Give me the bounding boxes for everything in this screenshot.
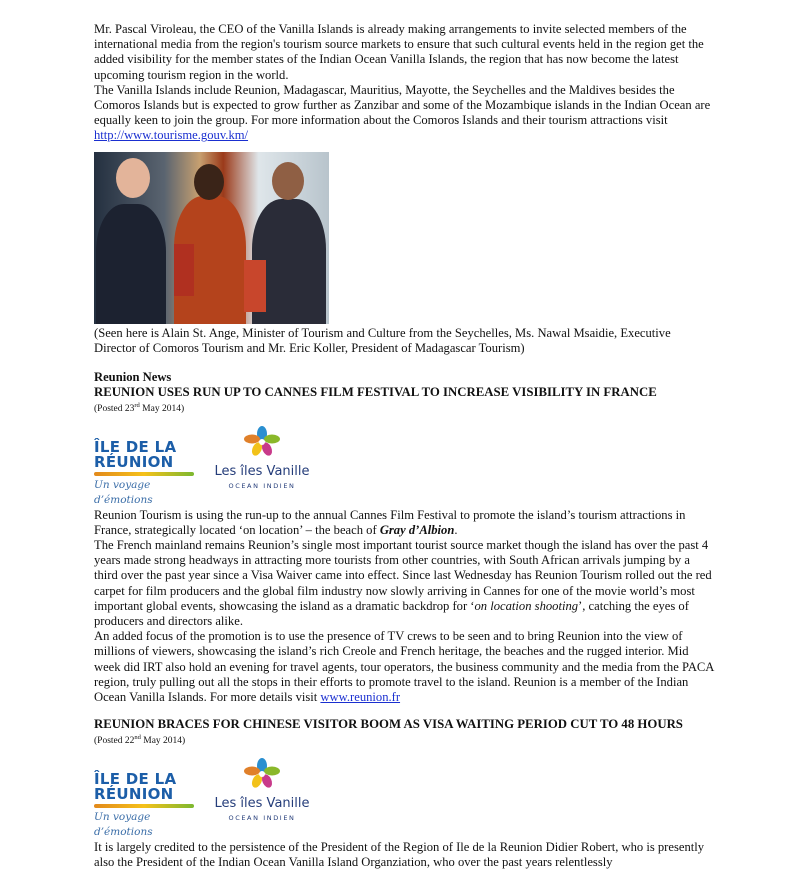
article1-posted-suffix: May 2014)	[139, 404, 185, 415]
reunion-link[interactable]: www.reunion.fr	[320, 690, 401, 705]
article2-posted-suffix: May 2014)	[140, 736, 186, 747]
article1-p1-end: .	[454, 522, 458, 537]
vanille-logo-title-2: Les îles Vanille	[214, 795, 310, 811]
article1-p1-emphasis: Gray d’Albion	[379, 522, 455, 537]
vanille-flower-icon	[206, 426, 318, 458]
ile-de-la-reunion-logo-2	[94, 769, 206, 839]
iles-vanille-logo-2	[206, 758, 318, 820]
article1-p2-emphasis: on location shooting	[474, 598, 579, 613]
vanille-flower-icon-2	[206, 758, 318, 790]
ile-de-la-reunion-logo	[94, 437, 206, 507]
article1-paragraph-2	[94, 538, 714, 629]
vanille-logo-subtitle: OCEAN INDIEN	[228, 482, 296, 490]
article2-posted-date	[94, 732, 714, 747]
article1-p2-end: ’, catching the eyes of producers and directors alike.	[94, 598, 689, 629]
vanille-logo-subtitle-2: OCEAN INDIEN	[228, 814, 296, 822]
intro-paragraph-1: Mr. Pascal Viroleau, the CEO of the Vanilla Islands is already making arrangements to invite selected members of the international media from the region's tourism source markets to ensure that such cultural events held in the region get the added visibility for the member states of the Indian Ocean Vanilla Islands, the region that has now become the latest upcoming tourism region in the world.	[94, 22, 704, 82]
event-photo	[94, 152, 329, 324]
article1-headline: REUNION USES RUN UP TO CANNES FILM FESTIVAL TO INCREASE VISIBILITY IN FRANCE	[94, 385, 657, 400]
article2-posted-prefix: (Posted 22	[94, 736, 135, 747]
article1-posted-prefix: (Posted 23	[94, 404, 135, 415]
reunion-logo-bar-2	[94, 804, 194, 808]
intro-paragraph-2-text: The Vanilla Islands include Reunion, Madagascar, Mauritius, Mayotte, the Seychelles and the Maldives besides the Comoros Islands but is expected to grow further as Zanzibar and some of the Mozambique islands in the Indian Ocean are equally keen to join the group. For more information about the Comoros Islands and their tourism attractions visit	[94, 82, 711, 128]
article1-p3-text: An added focus of the promotion is to use the presence of TV crews to be seen and to bring Reunion into the view of millions of viewers, showcasing the island’s rich Creole and French heritage, the beaches and the rugged interior. Mid week did IRT also hold an evening for travel agents, tour operators, the business community and the media from the PACA region, truly pulling out all the stops in their efforts to promote travel to the island. Reunion is a member of the Indian Ocean Vanilla Islands. For more details visit	[94, 629, 714, 705]
reunion-logo-title: ÎLE DE LA RÉUNION	[94, 437, 177, 471]
section-title: Reunion News	[94, 370, 172, 385]
article2-posted-sup: nd	[134, 734, 141, 742]
comoros-tourism-link[interactable]: http://www.tourisme.gouv.km/	[94, 128, 249, 143]
document-page	[94, 22, 714, 870]
article1-logos	[94, 422, 714, 507]
reunion-logo-bar	[94, 472, 194, 476]
photo-caption: (Seen here is Alain St. Ange, Minister of Tourism and Culture from the Seychelles, Ms. Nawal Msaidie, Executive Director of Comoros Tourism and Mr. Eric Koller, President of Madagascar Tourism)	[94, 325, 671, 355]
article2-logos	[94, 754, 714, 839]
article2-headline: REUNION BRACES FOR CHINESE VISITOR BOOM AS VISA WAITING PERIOD CUT TO 48 HOURS	[94, 717, 683, 732]
reunion-logo-title-2: ÎLE DE LA RÉUNION	[94, 769, 177, 803]
article1-paragraph-1	[94, 508, 714, 538]
reunion-logo-tagline-2: Un voyage d’émotions	[94, 811, 153, 839]
article1-posted-date	[94, 400, 714, 415]
intro-paragraph-2	[94, 83, 714, 144]
article1-p2-text: The French mainland remains Reunion’s single most important tourist source market though the island has over the past 4 years made strong headways in attracting more tourists from other countries, with South African arrivals jumping by a third over the past year since a Visa Waiver came into effect. Since last Wednesday has Reunion Tourism rolled out the red carpet for film producers and the global film industry now slowly arriving in Cannes for one of the movie world’s most important global events, showcasing the island as a dramatic backdrop for ‘	[94, 538, 712, 613]
article2-paragraph-1: It is largely credited to the persistence of the President of the Region of Ile de la Reunion Didier Robert, who is presently also the President of the Indian Ocean Vanilla Island Organziation, who over the past years relentlessly	[94, 839, 705, 869]
iles-vanille-logo	[206, 426, 318, 488]
article1-p1-text: Reunion Tourism is using the run-up to the annual Cannes Film Festival to promote the island’s tourism attractions in France, strategically located ‘on location’ – the beach of	[94, 507, 686, 537]
article1-posted-sup: rd	[134, 402, 140, 410]
article1-paragraph-3	[94, 629, 714, 705]
vanille-logo-title: Les îles Vanille	[214, 463, 310, 479]
reunion-logo-tagline: Un voyage d’émotions	[94, 479, 153, 507]
